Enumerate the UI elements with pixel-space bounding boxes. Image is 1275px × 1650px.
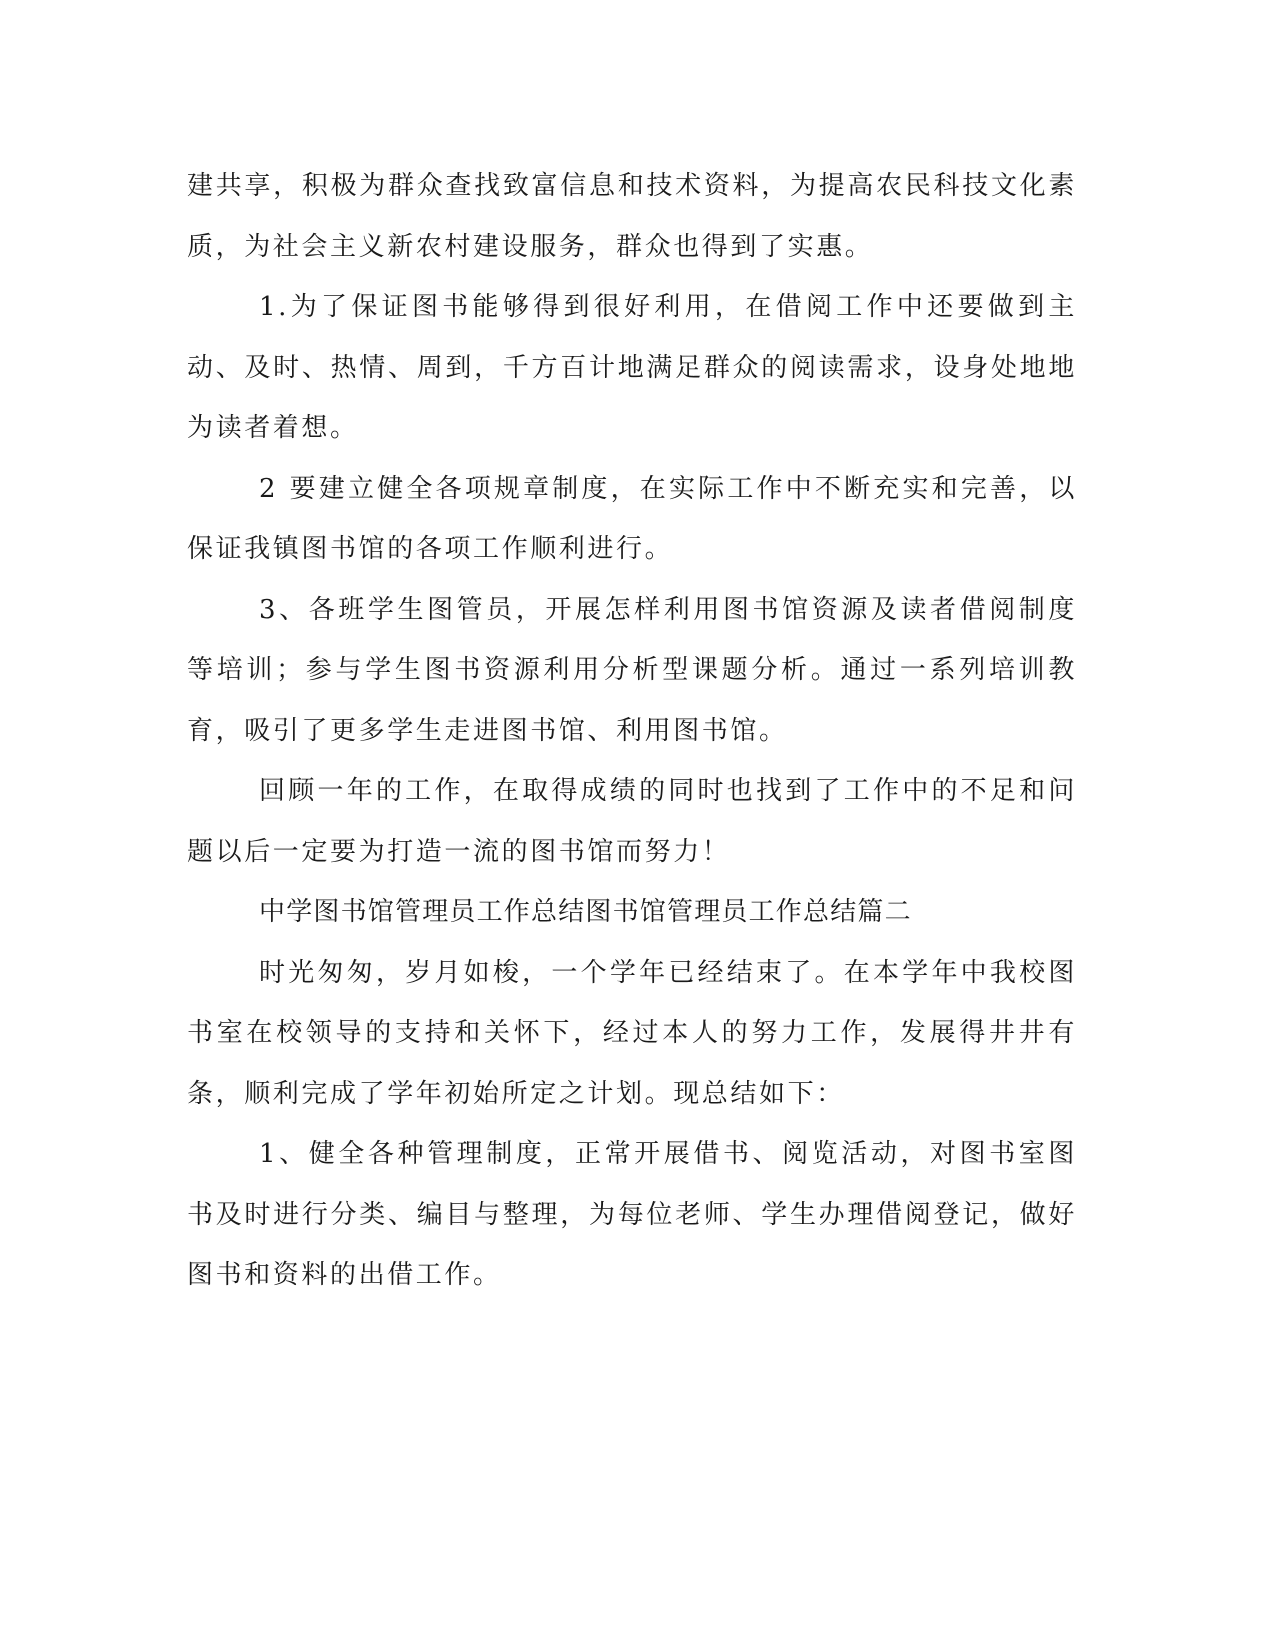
document-body — [187, 156, 1077, 1306]
paragraph-item-2-rules: 2 要建立健全各项规章制度，在实际工作中不断充实和完善，以保证我镇图书馆的各项工作顺利进行。 — [187, 473, 1077, 564]
paragraph-shared-resources: 建共享，积极为群众查找致富信息和技术资料，为提高农民科技文化素质，为社会主义新农村建设服务，群众也得到了实惠。 — [187, 171, 1077, 262]
paragraph-review: 回顾一年的工作，在取得成绩的同时也找到了工作中的不足和问题以后一定要为打造一流的图书馆而努力！ — [187, 776, 1077, 867]
paragraph-intro-part-two: 时光匆匆，岁月如梭，一个学年已经结束了。在本学年中我校图书室在校领导的支持和关怀下，经过本人的努力工作，发展得井井有条，顺利完成了学年初始所定之计划。现总结如下： — [187, 957, 1077, 1109]
paragraph-item-1-management: 1、健全各种管理制度，正常开展借书、阅览活动，对图书室图书及时进行分类、编目与整理，为每位老师、学生办理借阅登记，做好图书和资料的出借工作。 — [187, 1139, 1077, 1290]
paragraph-item-3-training: 3、各班学生图管员，开展怎样利用图书馆资源及读者借阅制度等培训；参与学生图书资源利用分析型课题分析。通过一系列培训教育，吸引了更多学生走进图书馆、利用图书馆。 — [187, 594, 1077, 746]
section-title: 中学图书馆管理员工作总结图书馆管理员工作总结篇二 — [259, 897, 912, 927]
paragraph-item-1-lending: 1.为了保证图书能够得到很好利用，在借阅工作中还要做到主动、及时、热情、周到，千方百计地满足群众的阅读需求，设身处地地为读者着想。 — [187, 292, 1077, 443]
